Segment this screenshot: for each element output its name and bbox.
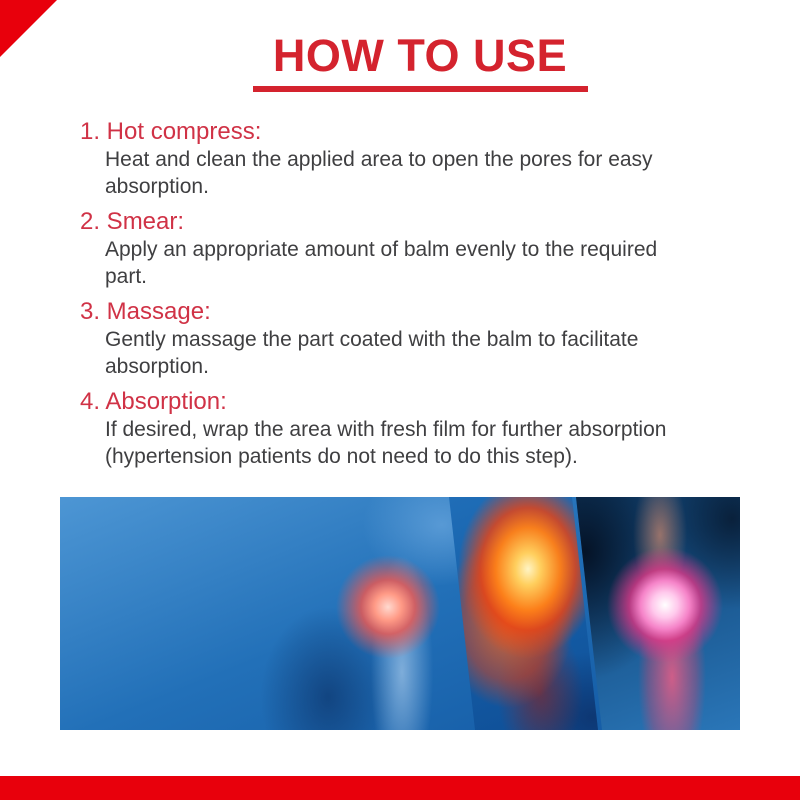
step-body [80,416,740,470]
step-body [80,146,740,200]
step-body-line: Heat and clean the applied area to open the pores for easy [105,148,653,171]
step-body [80,236,740,290]
step-massage [80,298,740,380]
step-hot-compress [80,118,740,200]
step-body-line: (hypertension patients do not need to do this step). [105,445,578,468]
step-body-line: absorption. [105,175,209,198]
step-body-line: absorption. [105,355,209,378]
step-body-line: If desired, wrap the area with fresh film for further absorption [105,418,667,441]
step-body [80,326,740,380]
step-heading: 2. Smear: [80,208,185,235]
title-block [0,30,800,92]
step-body-line: Gently massage the part coated with the balm to facilitate [105,328,639,351]
page-title: HOW TO USE [272,30,568,81]
step-body-line: Apply an appropriate amount of balm evenly to the required [105,238,658,261]
title-underline [253,86,588,92]
bottom-red-bar [0,776,800,800]
instruction-steps [80,118,740,478]
step-heading: 3. Massage: [80,298,211,325]
step-smear [80,208,740,290]
joint-pain-photo-banner [60,497,740,730]
step-body-line: part. [105,265,148,288]
step-absorption [80,388,740,470]
step-heading: 4. Absorption: [80,388,227,415]
step-heading: 1. Hot compress: [80,118,262,145]
